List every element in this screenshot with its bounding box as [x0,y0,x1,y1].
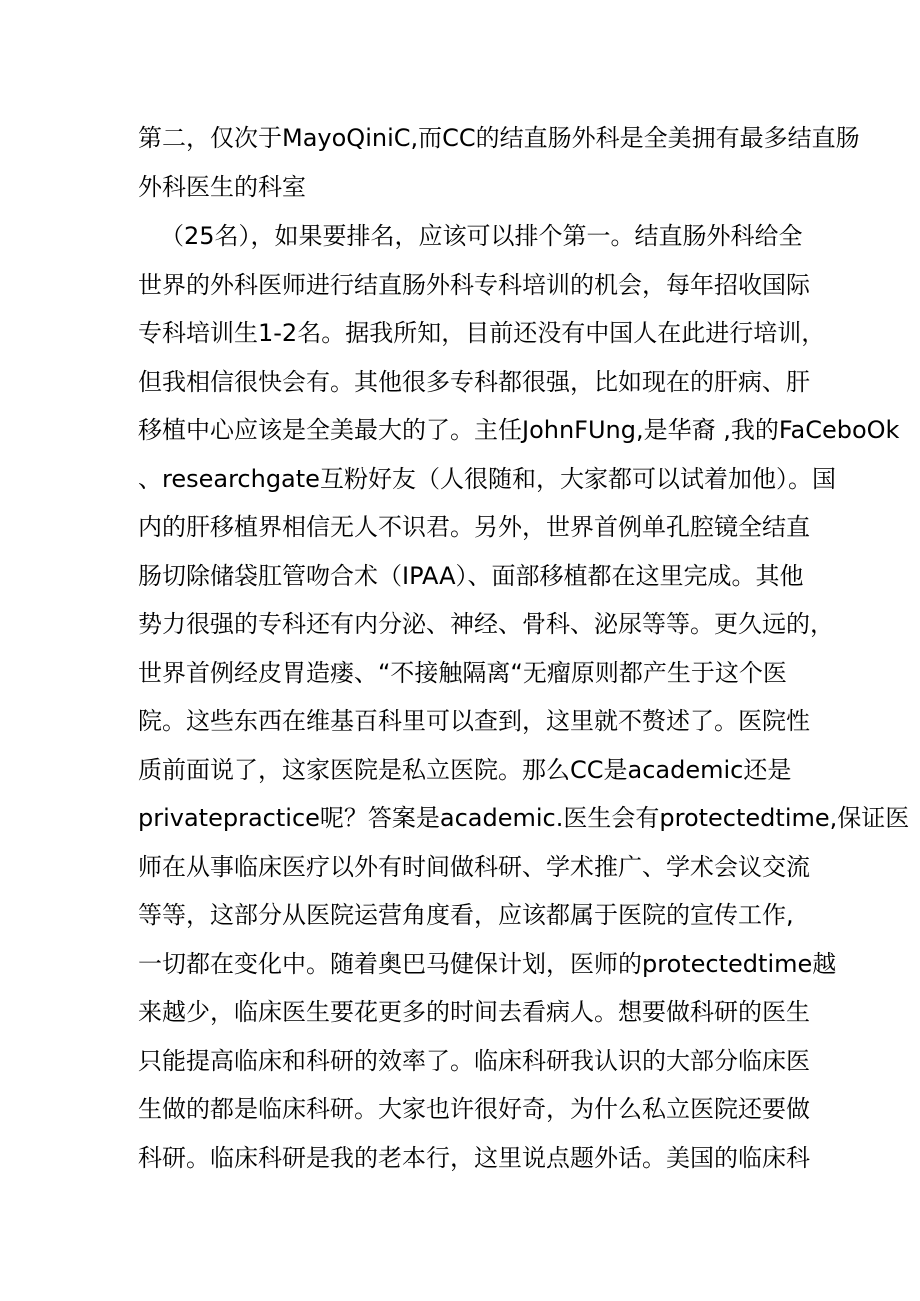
text-line: 内的肝移植界相信无人不识君。另外，世界首例单孔腔镜全结直 [138,513,810,541]
text-line: 来越少，临床医生要花更多的时间去看病人。想要做科研的医生 [138,998,810,1026]
text-line: privatepractice呢？答案是academic.医生会有protectedtime,保证医 [138,804,910,832]
text-line: 一切都在变化中。随着奥巴马健保计划，医师的protectedtime越 [138,949,837,978]
text-line: 世界的外科医师进行结直肠外科专科培训的机会，每年招收国际 [138,270,810,299]
text-line: 势力很强的专科还有内分泌、神经、骨科、泌尿等等。更久远的， [138,610,834,638]
text-line: 等等，这部分从医院运营角度看，应该都属于医院的宣传工作, [138,901,794,929]
text-line: 专科培训生1-2名。据我所知，目前还没有中国人在此进行培训， [138,319,826,347]
text-line: 肠切除储袋肛管吻合术（IPAA）、面部移植都在这里完成。其他 [138,561,804,590]
text-line: 但我相信很快会有。其他很多专科都很强，比如现在的肝病、肝 [138,367,810,396]
text-line: 、researchgate互粉好友（人很随和，大家都可以试着加他）。国 [138,464,836,493]
opening-paragraph [138,114,860,211]
text-line: 只能提高临床和科研的效率了。临床科研我认识的大部分临床医 [138,1046,810,1075]
body-paragraph [138,212,910,1182]
text-line: 第二，仅次于MayoQiniC,而CC的结直肠外科是全美拥有最多结直肠 [138,124,860,152]
text-line: 世界首例经皮胃造瘘、“不接触隔离“无瘤原则都产生于这个医 [138,658,787,687]
text-line: 院。这些东西在维基百科里可以查到，这里就不赘述了。医院性 [138,707,810,735]
text-line: 师在从事临床医疗以外有时间做科研、学术推广、学术会议交流 [138,852,810,881]
text-line: 科研。临床科研是我的老本行，这里说点题外话。美国的临床科 [138,1143,810,1172]
text-line: 生做的都是临床科研。大家也许很好奇，为什么私立医院还要做 [138,1095,810,1123]
text-line: 外科医生的科室 [138,172,306,201]
text-line: 移植中心应该是全美最大的了。主任JohnFUng,是华裔 ,我的FaCeboOk [138,416,900,444]
text-line: （25名），如果要排名，应该可以排个第一。结直肠外科给全 [160,222,803,250]
text-line: 质前面说了，这家医院是私立医院。那么CC是academic还是 [138,755,792,784]
